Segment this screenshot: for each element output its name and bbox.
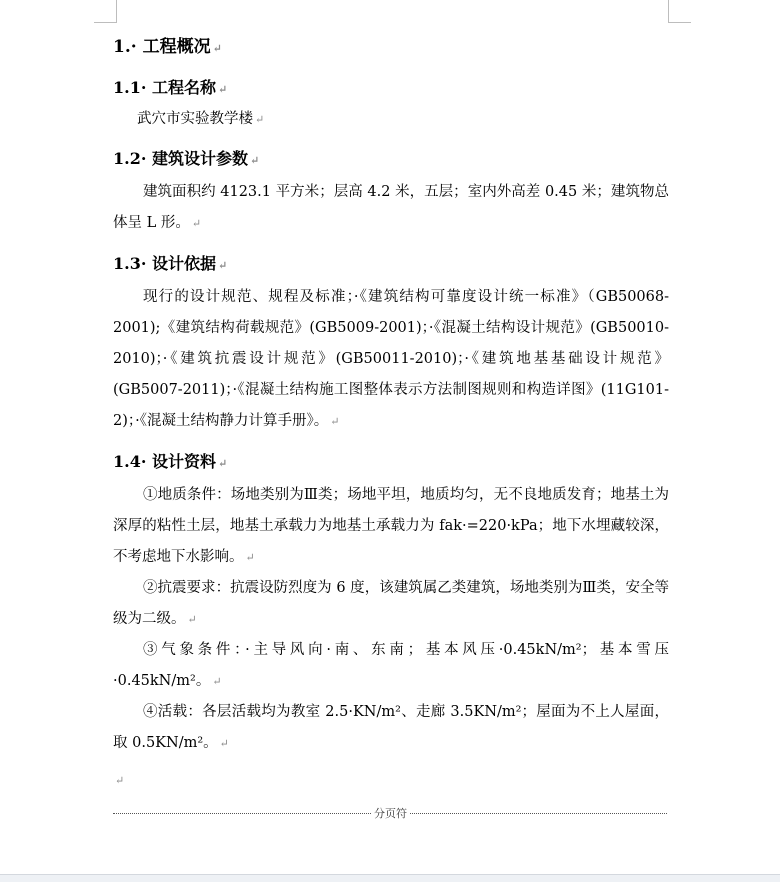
- heading-1-2: [113, 146, 259, 169]
- heading-1-3: [113, 251, 227, 274]
- page-corner-top-right: [668, 0, 691, 23]
- paragraph-mark: ↵: [219, 737, 229, 750]
- heading-1-1: [113, 75, 227, 98]
- paragraph-mark: ↵: [212, 42, 222, 55]
- design-params-text: 建筑面积约 4123.1 平方米；层高 4.2 米，五层；室内外高差 0.45 米；建筑物总体呈 L 形。: [113, 184, 669, 231]
- heading-1-1-text: 1.1· 工程名称: [113, 78, 216, 97]
- weather-text: ③气象条件：·主导风向·南、东南；基本风压·0.45kN/m²；基本雪压·0.45kN/m²。: [113, 642, 669, 689]
- page-break-label: 分页符: [374, 807, 407, 820]
- paragraph-weather: [113, 635, 669, 697]
- paragraph-mark: ↵: [255, 113, 265, 126]
- heading-1-2-text: 1.2· 建筑设计参数: [113, 149, 248, 168]
- design-basis-text: 现行的设计规范、规程及标准；·《建筑结构可靠度设计统一标准》（GB50068-2001);《建筑结构荷载规范》(GB5009-2001)；·《混凝土结构设计规范》(GB50010-2010)；·《建筑抗震设计规范》(GB50011-2010)；·《建筑地基基础设计规范》(GB5007-2011)；·《混凝土结构施工图整体表示方法制图规则和构造详图》(11G101-2)；·《混凝土结构静力计算手册》。: [113, 289, 669, 429]
- heading-1-text: 1.· 工程概况: [113, 37, 211, 57]
- paragraph-design-params: [113, 177, 669, 239]
- paragraph-mark: ↵: [249, 154, 260, 167]
- paragraph-mark: ↵: [191, 217, 202, 230]
- heading-1-3-text: 1.3· 设计依据: [113, 254, 216, 273]
- paragraph-geology: [113, 480, 669, 573]
- live-load-text: ④活载：各层活载均为教室 2.5·KN/m²、走廊 3.5KN/m²；屋面为不上人屋面，取 0.5KN/m²。: [113, 704, 669, 751]
- heading-1: [113, 32, 222, 57]
- project-name-text: 武穴市实验教学楼: [137, 111, 253, 127]
- paragraph-mark: ↵: [217, 457, 228, 470]
- paragraph-mark: ↵: [245, 551, 255, 564]
- paragraph-mark: ↵: [217, 83, 228, 96]
- paragraph-mark: ↵: [330, 415, 340, 428]
- heading-1-4-text: 1.4· 设计资料: [113, 452, 216, 471]
- empty-paragraph: [113, 765, 669, 796]
- paragraph-project-name: [113, 104, 669, 135]
- heading-1-4: [113, 449, 227, 472]
- geology-text: ①地质条件：场地类别为Ⅲ类；场地平坦，地质均匀，无不良地质发育；地基土为深厚的粘性土层，地基土承载力为地基土承载力为 fak·=220·kPa；地下水埋藏较深，不考虑地下水影响。: [113, 487, 669, 565]
- paragraph-mark: ↵: [212, 675, 222, 688]
- seismic-text: ②抗震要求：抗震设防烈度为 6 度，该建筑属乙类建筑，场地类别为Ⅲ类，安全等级为二级。: [113, 580, 669, 627]
- paragraph-live-load: [113, 697, 669, 759]
- paragraph-mark: ↵: [187, 613, 197, 626]
- paragraph-design-basis: [113, 282, 669, 437]
- paragraph-mark: ↵: [217, 259, 228, 272]
- paragraph-seismic: [113, 573, 669, 635]
- paragraph-mark: ↵: [115, 774, 125, 787]
- page-corner-top-left: [94, 0, 117, 23]
